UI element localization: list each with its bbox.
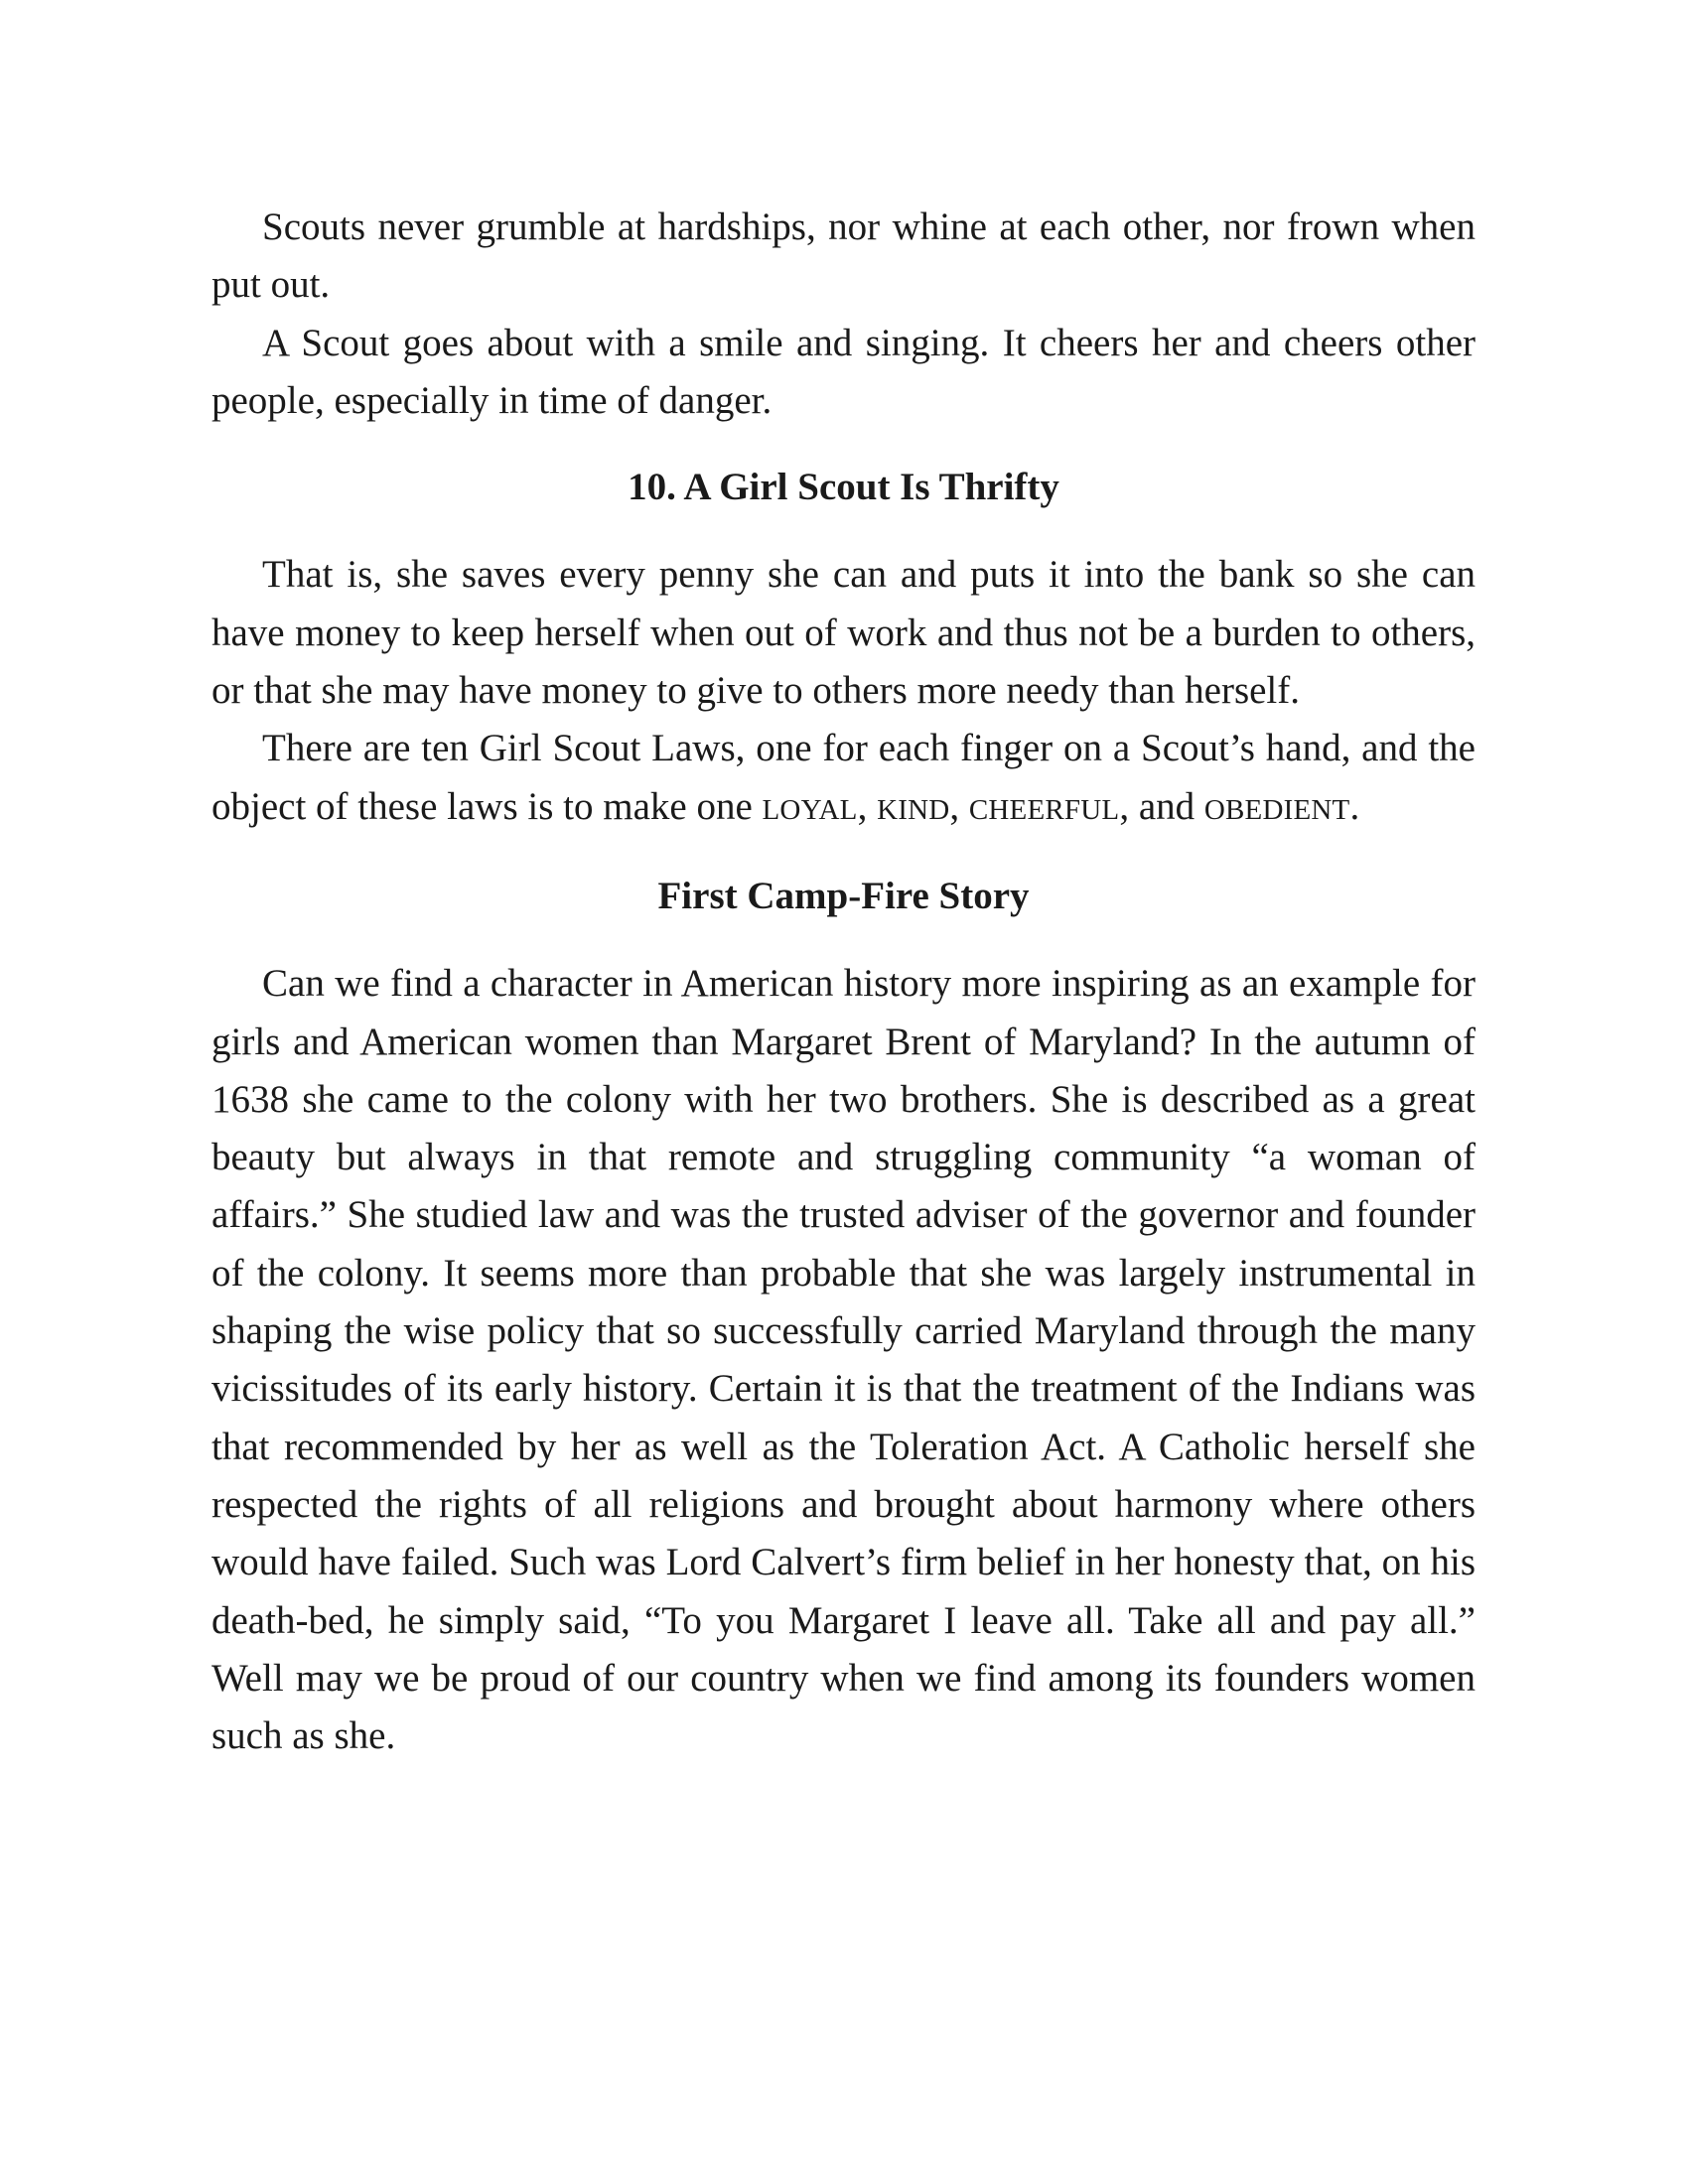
small-caps-cheerful: CHEERFUL (968, 793, 1120, 826)
ten-laws-text: There are ten Girl Scout Laws, one for each finger on a Scout’s hand, and the object of these laws is to make one (211, 727, 1476, 828)
small-caps-loyal: LOYAL (762, 793, 858, 826)
separator: , (949, 784, 969, 828)
paragraph-smile: A Scout goes about with a smile and singing. It cheers her and cheers other people, especially in time of danger. (211, 321, 1476, 422)
small-caps-kind: KIND (877, 793, 950, 826)
paragraph-ten-laws (211, 720, 1476, 839)
heading-camp-fire-story: First Camp-Fire Story (657, 874, 1030, 917)
paragraph-thrifty: That is, she saves every penny she can and puts it into the bank so she can have money to keep herself when out of work and thus not be a burden to others, or that she may have money to give to others more needy than herself. (211, 553, 1476, 713)
document-page (211, 199, 1476, 1765)
paragraph-margaret-brent: Can we find a character in American history more inspiring as an example for girls and American women than Margaret Brent of Maryland? In the autumn of 1638 she came to the colony with her two brothers. She is described as a great beauty but always in that remote and struggling community “a woman of affairs.” She studied law and was the trusted adviser of the governor and founder of the colony. It seems more than probable that she was largely instrumental in shaping the wise policy that so successfully carried Maryland through the many vicissitudes of its early history. Certain it is that the treatment of the Indians was that recommended by her as well as the Toleration Act. A Catholic herself she respected the rights of all religions and brought about harmony where others would have failed. Such was Lord Calvert’s firm belief in her honesty that, on his death-bed, he simply said, “To you Margaret I leave all. Take all and pay all.” Well may we be proud of our country when we find among its founders women such as she. (211, 962, 1476, 1758)
paragraph-grumble: Scouts never grumble at hardships, nor whine at each other, nor frown when put out. (211, 205, 1476, 307)
small-caps-obedient: OBEDIENT (1203, 793, 1350, 826)
period: . (1349, 784, 1360, 828)
separator: , and (1119, 784, 1204, 828)
separator: , (857, 784, 878, 828)
heading-thrifty: 10. A Girl Scout Is Thrifty (628, 466, 1059, 509)
